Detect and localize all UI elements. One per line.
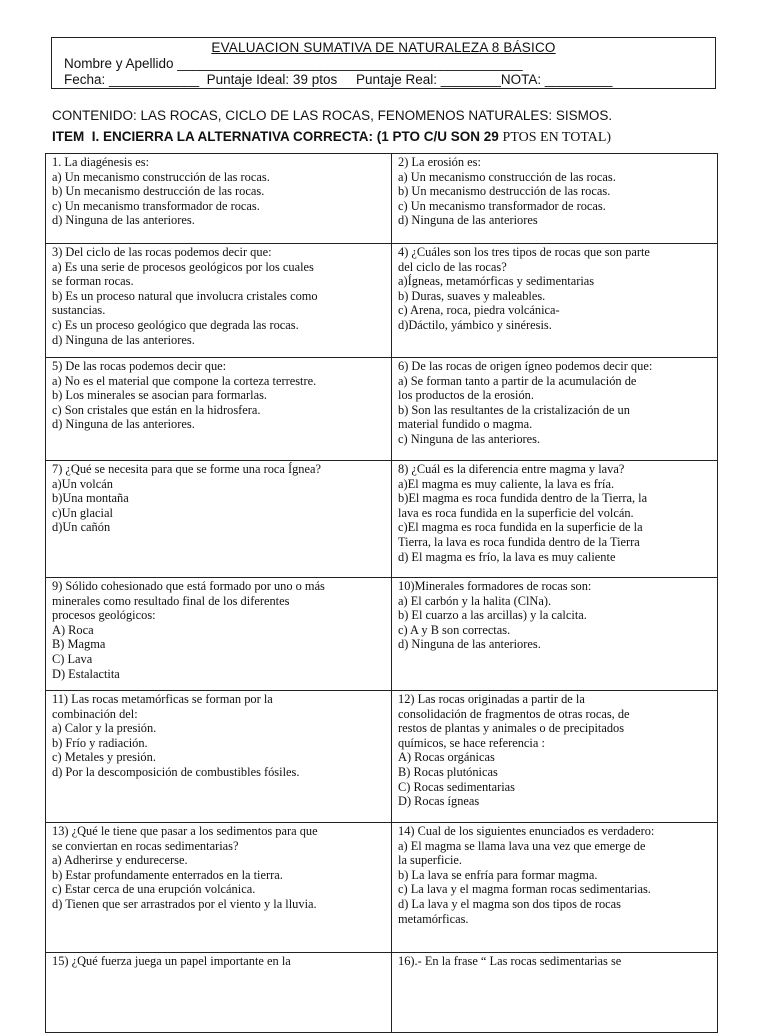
question-line: 9) Sólido cohesionado que está formado por uno o más (52, 579, 325, 593)
header-box (51, 37, 716, 89)
question-7 (52, 462, 321, 535)
question-line: 8) ¿Cuál es la diferencia entre magma y lava? (398, 462, 625, 476)
question-line: 1. La diagénesis es: (52, 155, 150, 169)
question-line: d) Ninguna de las anteriores. (52, 332, 195, 347)
question-line: b) El cuarzo a las arcillas) y la calcita. (398, 608, 587, 623)
row-divider (46, 952, 717, 953)
question-4 (398, 245, 650, 333)
question-line: 6) De las rocas de origen ígneo podemos decir que: (398, 359, 653, 373)
question-line: a) Un mecanismo construcción de las rocas. (52, 169, 270, 184)
question-line: 13) ¿Qué le tiene que pasar a los sedimentos para que (52, 824, 318, 838)
question-line: c)El magma es roca fundida en la superficie de la (398, 520, 643, 535)
question-line: la superficie. (398, 853, 462, 868)
question-line: d) Ninguna de las anteriores. (398, 637, 541, 652)
question-3 (52, 245, 318, 347)
question-line: a)El magma es muy caliente, la lava es fría. (398, 476, 615, 491)
question-line: C) Rocas sedimentarias (398, 779, 515, 794)
question-line: a) El carbón y la halita (ClNa). (398, 593, 552, 608)
question-line: 7) ¿Qué se necesita para que se forme una roca Ígnea? (52, 462, 322, 476)
question-line: a) Se forman tanto a partir de la acumulación de (398, 373, 637, 388)
question-14 (398, 824, 654, 926)
question-line: b) La lava se enfría para formar magma. (398, 867, 598, 882)
question-line: B) Rocas plutónicas (398, 764, 498, 779)
question-line: A) Rocas orgánicas (398, 750, 495, 765)
question-line: consolidación de fragmentos de otras rocas, de (398, 706, 630, 721)
question-line: c) Arena, roca, piedra volcánica- (398, 303, 560, 318)
score-line: Fecha: ____________ Puntaje Ideal: 39 ptos Puntaje Real: ________NOTA: _________ (64, 72, 613, 87)
question-line: 16).- En la frase “ Las rocas sedimentarias se (398, 954, 622, 968)
question-line: d)Dáctilo, yámbico y sinéresis. (398, 317, 552, 332)
question-line: minerales como resultado final de los diferentes (52, 593, 290, 608)
question-line: c) Son cristales que están en la hidrosfera. (52, 402, 261, 417)
question-line: 15) ¿Qué fuerza juega un papel importante en la (52, 954, 291, 968)
question-line: a)Ígneas, metamórficas y sedimentarias (398, 274, 595, 289)
question-line: b) Un mecanismo destrucción de las rocas. (52, 184, 265, 199)
question-line: a) El magma se llama lava una vez que emerge de (398, 838, 646, 853)
question-6 (398, 359, 652, 447)
question-line: procesos geológicos: (52, 608, 156, 623)
question-line: se conviertan en rocas sedimentarias? (52, 838, 239, 853)
question-line: 2) La erosión es: (398, 155, 481, 169)
row-divider (46, 460, 717, 461)
question-line: d)Un cañón (52, 520, 111, 535)
question-12 (398, 692, 630, 809)
question-line: A) Roca (52, 622, 94, 637)
exam-title: EVALUACION SUMATIVA DE NATURALEZA 8 BÁSICO (211, 40, 556, 55)
question-line: b)Una montaña (52, 491, 129, 506)
question-line: b) Un mecanismo destrucción de las rocas. (398, 184, 611, 199)
question-line: D) Estalactita (52, 666, 120, 681)
question-line: restos de plantas y animales o de precipitados (398, 721, 625, 736)
question-line: 4) ¿Cuáles son los tres tipos de rocas que son parte (398, 245, 650, 259)
item-title-main: ITEM I. ENCIERRA LA ALTERNATIVA CORRECTA: (1 PTO C/U SON 29 (52, 129, 503, 144)
question-line: combinación del: (52, 706, 138, 721)
question-line: c) Ninguna de las anteriores. (398, 431, 541, 446)
question-15 (52, 954, 291, 969)
question-line: b) Son las resultantes de la cristalización de un (398, 402, 630, 417)
question-line: c)Un glacial (52, 505, 113, 520)
question-line: d) El magma es frío, la lava es muy caliente (398, 549, 616, 564)
question-11 (52, 692, 299, 780)
question-line: d) Ninguna de las anteriores (398, 213, 538, 228)
question-line: metamórficas. (398, 911, 469, 926)
question-line: c) Es un proceso geológico que degrada las rocas. (52, 317, 299, 332)
question-line: d) Ninguna de las anteriores. (52, 417, 195, 432)
question-line: 10)Minerales formadores de rocas son: (398, 579, 592, 593)
question-line: b) Los minerales se asocian para formarlas. (52, 388, 268, 403)
question-line: 5) De las rocas podemos decir que: (52, 359, 227, 373)
question-line: a) Un mecanismo construcción de las rocas. (398, 169, 616, 184)
question-10 (398, 579, 591, 652)
question-line: b) Duras, suaves y maleables. (398, 288, 546, 303)
row-divider (46, 243, 717, 244)
row-divider (46, 357, 717, 358)
question-line: los productos de la erosión. (398, 388, 534, 403)
row-divider (46, 577, 717, 578)
question-1 (52, 155, 270, 228)
question-9 (52, 579, 325, 681)
question-line: se forman rocas. (52, 274, 134, 289)
question-line: D) Rocas ígneas (398, 794, 480, 809)
question-grid (45, 153, 718, 1033)
question-line: c) A y B son correctas. (398, 622, 511, 637)
question-line: sustancias. (52, 303, 106, 318)
question-line: del ciclo de las rocas? (398, 259, 507, 274)
question-line: químicos, se hace referencia : (398, 735, 545, 750)
item-title (52, 129, 611, 146)
content-topics: CONTENIDO: LAS ROCAS, CICLO DE LAS ROCAS, FENOMENOS NATURALES: SISMOS. (52, 108, 613, 123)
question-8 (398, 462, 647, 564)
question-line: c) Estar cerca de una erupción volcánica. (52, 882, 256, 897)
question-2 (398, 155, 616, 228)
question-line: c) Metales y presión. (52, 750, 156, 765)
question-line: b) Estar profundamente enterrados en la tierra. (52, 867, 283, 882)
question-line: 3) Del ciclo de las rocas podemos decir que: (52, 245, 272, 259)
question-line: c) Un mecanismo transformador de rocas. (52, 198, 260, 213)
question-line: b)El magma es roca fundida dentro de la Tierra, la (398, 491, 648, 506)
question-line: C) Lava (52, 651, 93, 666)
question-line: Tierra, la lava es roca fundida dentro de la Tierra (398, 534, 640, 549)
column-divider (391, 154, 392, 1032)
question-13 (52, 824, 318, 912)
question-line: a) Es una serie de procesos geológicos por los cuales (52, 259, 314, 274)
question-line: 14) Cual de los siguientes enunciados es verdadero: (398, 824, 655, 838)
question-line: d) Tienen que ser arrastrados por el viento y la lluvia. (52, 896, 317, 911)
question-5 (52, 359, 316, 432)
question-line: d) Por la descomposición de combustibles fósiles. (52, 764, 300, 779)
question-line: b) Frío y radiación. (52, 735, 148, 750)
question-line: b) Es un proceso natural que involucra cristales como (52, 288, 318, 303)
question-line: a) Adherirse y endurecerse. (52, 853, 188, 868)
question-line: d) Ninguna de las anteriores. (52, 213, 195, 228)
question-line: a) No es el material que compone la corteza terrestre. (52, 373, 317, 388)
question-line: c) Un mecanismo transformador de rocas. (398, 198, 606, 213)
question-line: material fundido o magma. (398, 417, 533, 432)
question-line: B) Magma (52, 637, 106, 652)
question-line: c) La lava y el magma forman rocas sedimentarias. (398, 882, 651, 897)
question-line: lava es roca fundida en la superficie del volcán. (398, 505, 634, 520)
question-16 (398, 954, 621, 969)
question-line: a)Un volcán (52, 476, 113, 491)
row-divider (46, 822, 717, 823)
question-line: 12) Las rocas originadas a partir de la (398, 692, 585, 706)
row-divider (46, 690, 717, 691)
item-title-tail: PTOS EN TOTAL) (502, 130, 612, 145)
question-line: 11) Las rocas metamórficas se forman por la (52, 692, 273, 706)
question-line: d) La lava y el magma son dos tipos de rocas (398, 896, 621, 911)
question-line: a) Calor y la presión. (52, 721, 157, 736)
name-line: Nombre y Apellido ______________________________________________ (64, 56, 523, 71)
